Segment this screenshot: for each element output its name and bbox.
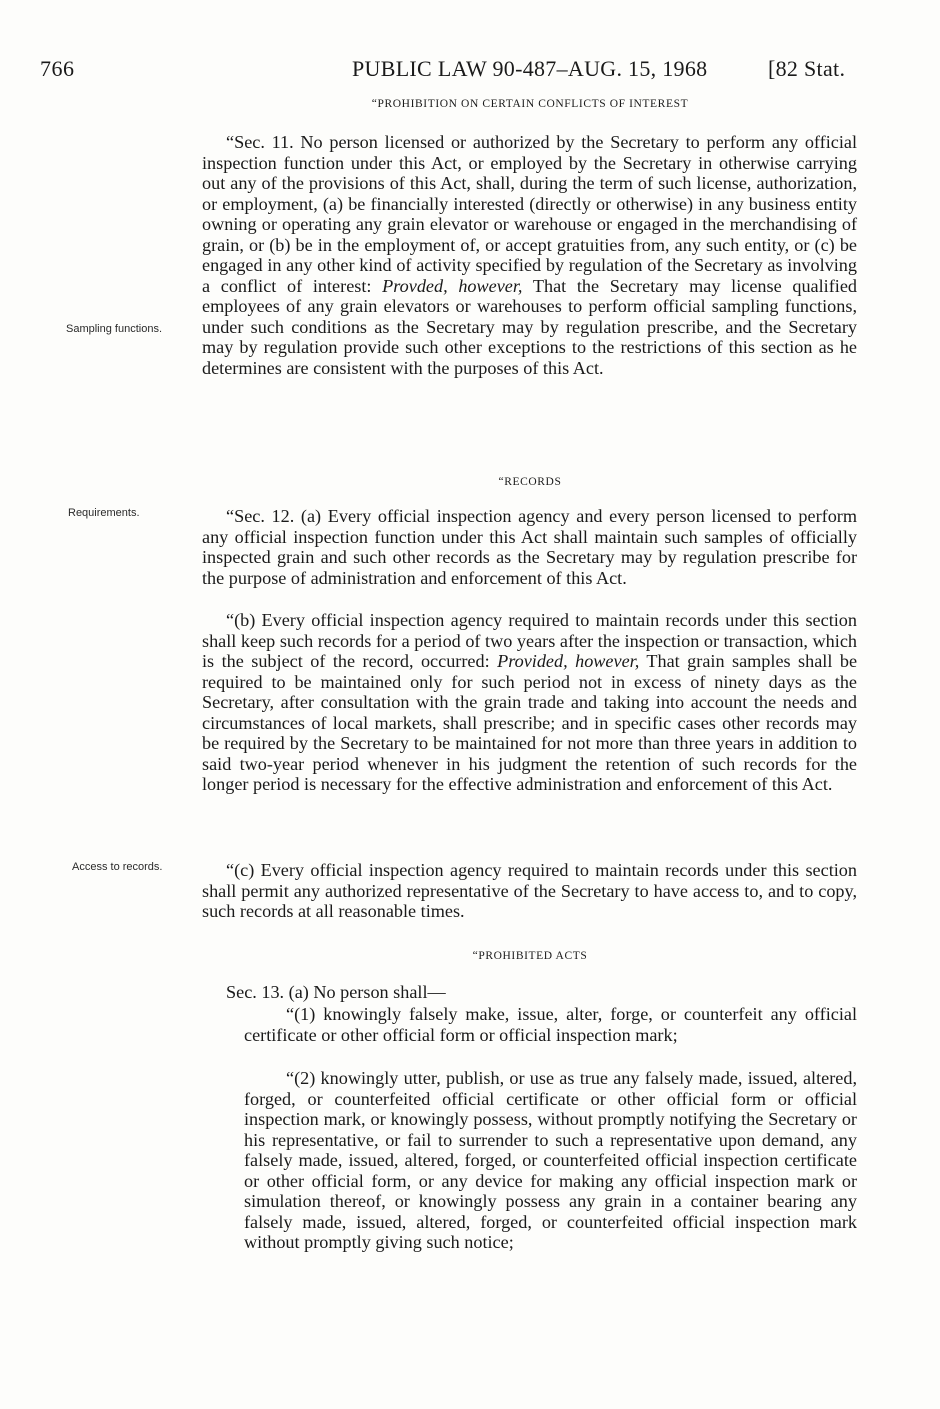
margin-note-sampling: Sampling functions. (66, 323, 162, 335)
page-title: PUBLIC LAW 90-487–AUG. 15, 1968 (352, 56, 708, 81)
section-13-heading-text: “PROHIBITED ACTS (472, 950, 588, 962)
section-12-para-b (202, 610, 857, 795)
page-number: 766 (40, 56, 75, 81)
section-12-heading (200, 474, 860, 489)
statutes-volume: [82 Stat. (768, 56, 846, 81)
section-12-para-a: “Sec. 12. (a) Every official inspection agency and every person licensed to perform any official inspection function under this Act shall maintain such samples of officially inspected grain and such other records as the Secretary may by regulation prescribe for the purpose of administration and enforcement of this Act. (202, 506, 857, 588)
section-13-intro: Sec. 13. (a) No person shall— (226, 982, 446, 1002)
section-11-heading (200, 96, 860, 111)
section-11-proviso: Provded, however, (382, 275, 523, 296)
section-11-text (202, 132, 857, 378)
section-12-para-c: “(c) Every official inspection agency required to maintain records under this section shall permit any authorized representative of the Secretary to have access to, and to copy, such records at all reasonable times. (202, 860, 857, 921)
section-13-item-2: “(2) knowingly utter, publish, or use as true any falsely made, issued, altered, forged, or counterfeited official certificate or other official form or official inspection mark, or knowingly possess, without promptly notifying the Secretary or his representative, or fail to surrender to such a representative upon demand, any falsely made, issued, altered, forged, or counterfeited official inspection certificate or other official form, or any device for making any official inspection mark or simulation thereof, or knowingly possess any grain in a container bearing any falsely made, issued, altered, forged, or counterfeited official inspection mark without promptly giving such notice; (244, 1068, 857, 1252)
section-11-text-b: That the Secretary may license qualified employees of any grain elevators or warehouses to perform official sampling functions, under such conditions as the Secretary may by regulation prescribe, and the Secretary may by regulation provide such other exceptions to the restrictions of this section as he determines are consistent with the purposes of this Act. (202, 275, 858, 378)
section-13-item-1: “(1) knowingly falsely make, issue, alter, forge, or counterfeit any official certificate or other official form or official inspection mark; (244, 1004, 857, 1045)
margin-note-access: Access to records. (72, 861, 163, 873)
margin-note-requirements: Requirements. (68, 507, 140, 519)
section-12-para-b1: “(b) Every official inspection agency required to maintain records under this section shall keep such records for a period of two years after the inspection or transaction, which is the subject of the record, occurred: (202, 610, 857, 671)
section-12-proviso: Provided, however, (497, 651, 640, 671)
section-12-para-b2: That grain samples shall be required to be maintained only for such period not in excess of ninety days as the Secretary, after consultation with the grain trade and taking into account the needs and circumstances of local markets, shall prescribe; and in specific cases other records may be required by the Secretary to be maintained for not more than three years in addition to said two-year period whenever in his judgment the retention of such records for the longer period is necessary for the effective administration and enforcement of this Act. (202, 651, 858, 794)
section-12-heading-text: “RECORDS (498, 476, 562, 488)
section-11-text-a: “Sec. 11. No person licensed or authorized by the Secretary to perform any official inspection function under this Act, or employed by the Secretary in otherwise carrying out any of the provisions of this Act, shall, during the term of such license, authorization, or employment, (a) be financially interested (directly or otherwise) in any business entity owning or operating any grain elevator or warehouse or engaged in the merchandising of grain, or (b) be in the employment of, or accept gratuities from, any such entity, or (c) be engaged in any other kind of activity specified by regulation of the Secretary as involving a conflict of interest: (202, 132, 857, 296)
section-11-heading-text: “PROHIBITION ON CERTAIN CONFLICTS OF INTEREST (371, 98, 689, 110)
section-13-heading (200, 948, 860, 963)
